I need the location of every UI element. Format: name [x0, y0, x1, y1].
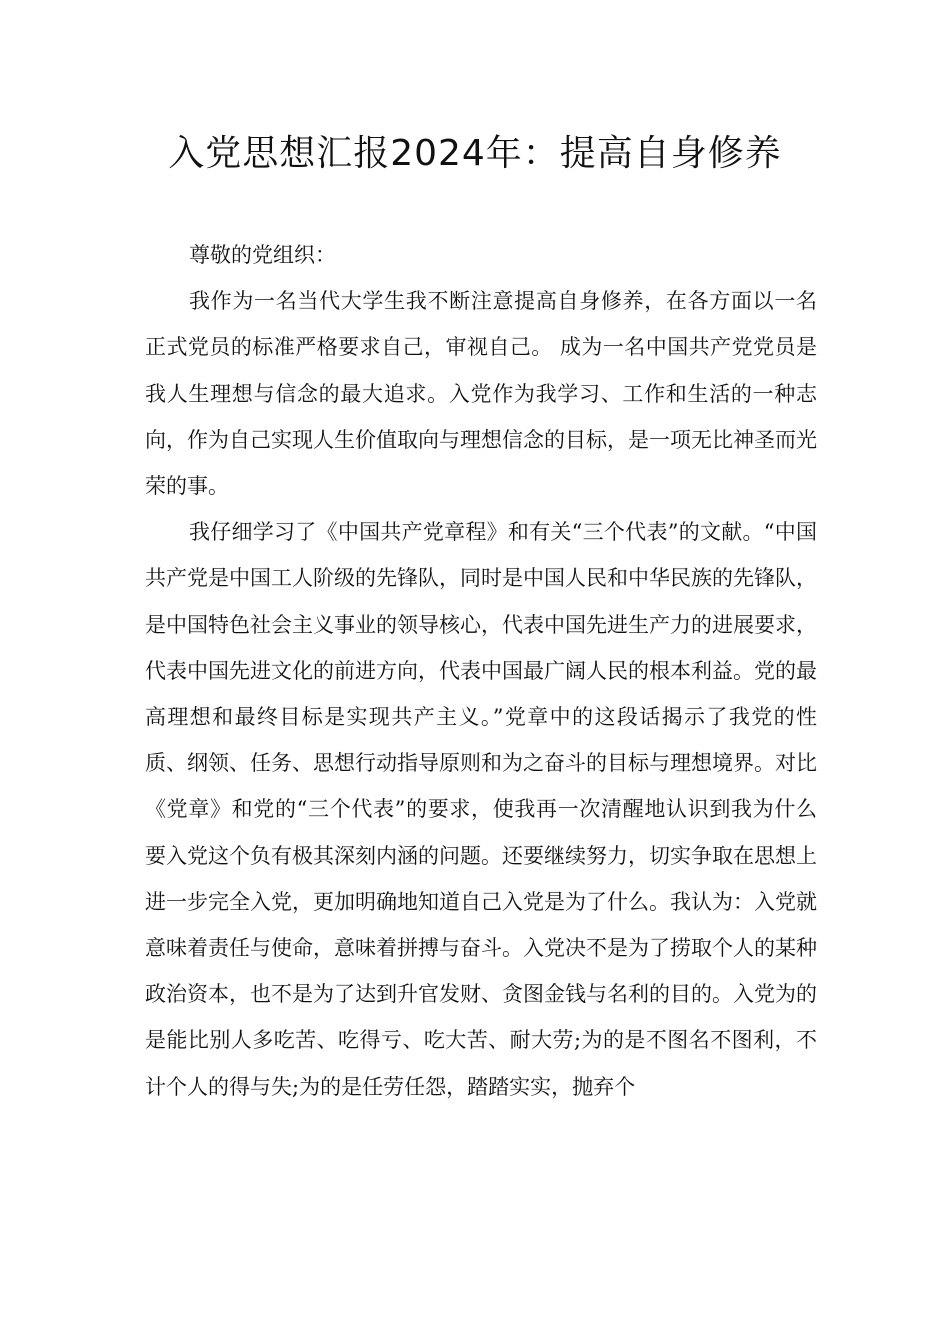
- salutation: 尊敬的党组织：: [189, 243, 336, 267]
- paragraph-1: 我作为一名当代大学生我不断注意提高自身修养，在各方面以一名正式党员的标准严格要求自己，审视自己。 成为一名中国共产党党员是我人生理想与信念的最大追求。入党作为我学习、工作和生活的一种志向，作为自己实现人生价值取向与理想信念的目标，是一项无比神圣而光荣的事。: [145, 289, 817, 499]
- document-body: [145, 232, 817, 1110]
- paragraph-2: 我仔细学习了《中国共产党章程》和有关“三个代表”的文献。“中国共产党是中国工人阶级的先锋队，同时是中国人民和中华民族的先锋队，是中国特色社会主义事业的领导核心，代表中国先进生产力的进展要求，代表中国先进文化的前进方向，代表中国最广阔人民的根本利益。党的最高理想和最终目标是实现共产主义。”党章中的这段话揭示了我党的性质、纲领、任务、思想行动指导原则和为之奋斗的目标与理想境界。对比《党章》和党的“三个代表”的要求，使我再一次清醒地认识到我为什么要入党这个负有极其深刻内涵的问题。还要继续努力，切实争取在思想上进一步完全入党，更加明确地知道自己入党是为了什么。我认为：入党就意味着责任与使命，意味着拼搏与奋斗。入党决不是为了捞取个人的某种政治资本，也不是为了达到升官发财、贪图金钱与名利的目的。入党为的是能比别人多吃苦、吃得亏、吃大苦、耐大劳;为的是不图名不图利，不计个人的得与失;为的是任劳任怨，踏踏实实，抛弃个: [145, 520, 817, 1099]
- document-title: 入党思想汇报2024年：提高自身修养: [168, 133, 782, 174]
